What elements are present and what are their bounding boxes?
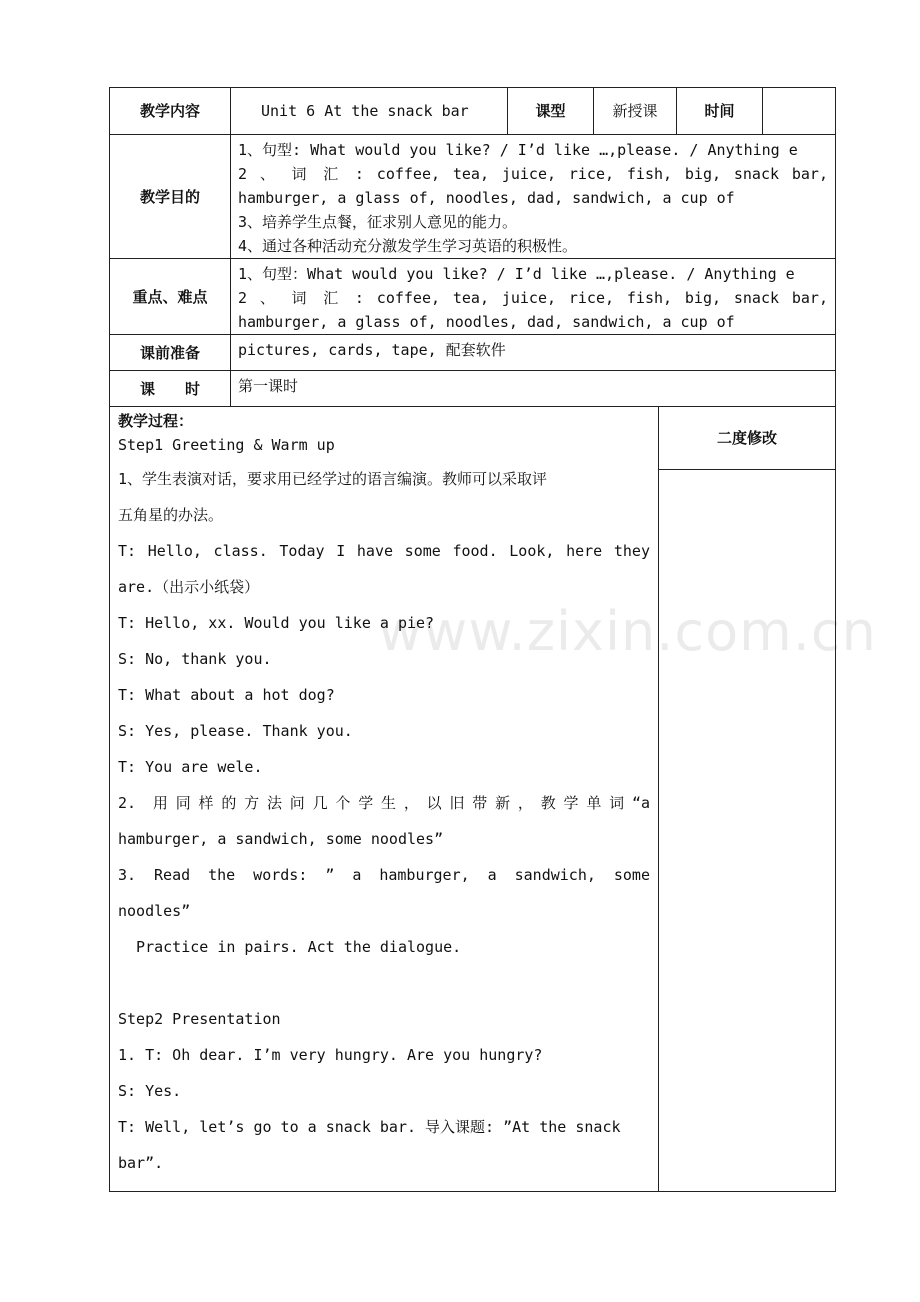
content-label: 教学内容 — [110, 88, 231, 135]
content-value: Unit 6 At the snack bar — [231, 88, 508, 135]
process-line: S: Yes. — [118, 1082, 182, 1100]
objectives-content — [231, 135, 836, 259]
process-title: 教学过程： — [118, 412, 194, 430]
key-points-line: 1、句型：What would you like? / I’d like …,please. / Anything e — [238, 265, 795, 283]
process-line: are.（出示小纸袋） — [118, 578, 260, 596]
process-line: T: Hello, class. Today I have some food. Look, here they — [118, 542, 650, 560]
objectives-label: 教学目的 — [110, 135, 231, 259]
key-points-row — [110, 259, 836, 335]
key-points-line: hamburger, a glass of, noodles, dad, sandwich, a cup of — [238, 313, 735, 331]
time-label: 时间 — [677, 88, 763, 135]
objectives-line: 2 、 词 汇 : coffee, tea, juice, rice, fish, big, snack bar, — [238, 165, 828, 183]
revision-cell — [659, 407, 836, 1192]
process-line: bar”. — [118, 1154, 164, 1172]
process-line: 五角星的办法。 — [118, 506, 224, 524]
process-line: S: Yes, please. Thank you. — [118, 722, 353, 740]
process-table — [109, 406, 836, 1192]
preparation-row — [110, 335, 836, 371]
process-line: 1、学生表演对话，要求用已经学过的语言编演。教师可以采取评 — [118, 470, 548, 488]
process-line: T: Well, let’s go to a snack bar. 导入课题: ”At the snack — [118, 1118, 621, 1136]
process-content — [110, 407, 658, 1191]
period-label: 课 时 — [110, 371, 231, 407]
process-line: Practice in pairs. Act the dialogue. — [118, 938, 462, 956]
objectives-line: 3、培养学生点餐，征求别人意见的能力。 — [238, 213, 518, 231]
lesson-info-table — [109, 87, 836, 407]
process-line: T: Hello, xx. Would you like a pie? — [118, 614, 435, 632]
process-line: Step1 Greeting & Warm up — [118, 436, 335, 454]
preparation-value: pictures, cards, tape, 配套软件 — [231, 335, 836, 371]
objectives-line: 1、句型: What would you like? / I’d like …,please. / Anything e — [238, 141, 798, 159]
preparation-label: 课前准备 — [110, 335, 231, 371]
objectives-line: 4、通过各种活动充分激发学生学习英语的积极性。 — [238, 237, 578, 255]
lesson-plan-sheet — [109, 87, 835, 1192]
objectives-row — [110, 135, 836, 259]
process-line: 1. T: Oh dear. I’m very hungry. Are you hungry? — [118, 1046, 543, 1064]
period-value: 第一课时 — [231, 371, 836, 407]
header-row — [110, 88, 836, 135]
watermark: www.zixin.com.cn — [378, 600, 877, 663]
key-points-line: 2 、 词 汇 : coffee, tea, juice, rice, fish, big, snack bar, — [238, 289, 828, 307]
type-value: 新授课 — [594, 88, 677, 135]
process-line: T: What about a hot dog? — [118, 686, 335, 704]
type-label: 课型 — [508, 88, 594, 135]
period-row — [110, 371, 836, 407]
objectives-line: hamburger, a glass of, noodles, dad, sandwich, a cup of — [238, 189, 735, 207]
key-points-label: 重点、难点 — [110, 259, 231, 335]
process-cell — [110, 407, 659, 1192]
key-points-content — [231, 259, 836, 335]
time-value — [763, 88, 836, 135]
process-line: T: You are wele. — [118, 758, 263, 776]
process-line: S: No, thank you. — [118, 650, 272, 668]
process-line — [118, 965, 650, 1001]
revision-label: 二度修改 — [659, 407, 835, 470]
process-line: Step2 Presentation — [118, 1010, 281, 1028]
process-line: 2. 用同样的方法问几个学生，以旧带新，教学单词“a — [118, 794, 650, 812]
process-line: hamburger, a sandwich, some noodles” — [118, 830, 444, 848]
process-line: noodles” — [118, 902, 191, 920]
process-line: 3. Read the words: ” a hamburger, a sandwich, some — [118, 866, 650, 884]
